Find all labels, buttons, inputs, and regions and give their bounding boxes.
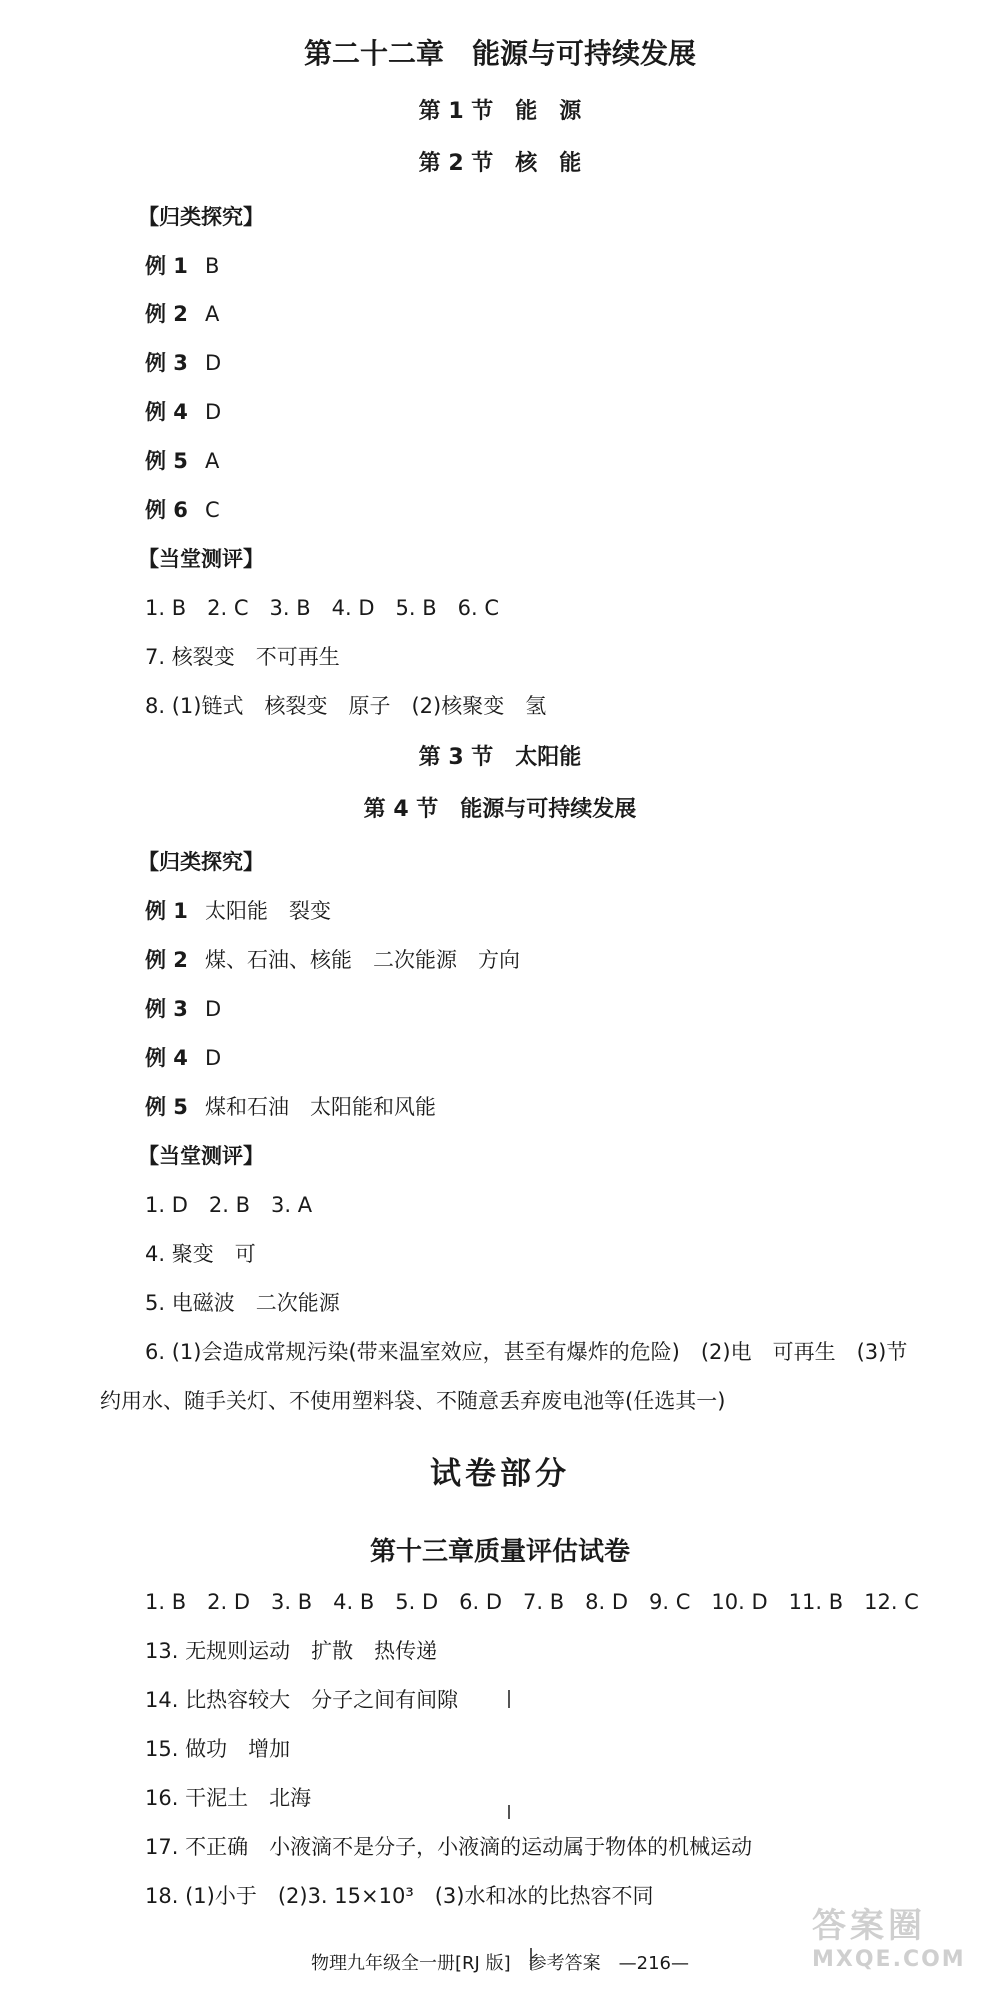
example-item [145, 1044, 221, 1072]
section-heading: 第 3 节 太阳能 [418, 745, 582, 770]
answer-line: 6. (1)会造成常规污染(带来温室效应，甚至有爆炸的危险) (2)电 可再生 (3)节 [145, 1340, 908, 1364]
example-answer: 太阳能 裂变 [205, 899, 331, 923]
example-item [145, 447, 219, 475]
example-answer: 煤、石油、核能 二次能源 方向 [205, 948, 520, 972]
block-heading: 【当堂测评】 [138, 547, 264, 571]
answer-line: 1. B 2. D 3. B 4. B 5. D 6. D 7. B 8. D 9. C 10. D 11. B 12. C [145, 1590, 919, 1614]
answer-line: 1. B 2. C 3. B 4. D 5. B 6. C [145, 596, 499, 620]
margin-mark [508, 1690, 510, 1708]
answer-line: 约用水、随手关灯、不使用塑料袋、不随意丢弃废电池等(任选其一) [100, 1389, 726, 1413]
example-answer: 煤和石油 太阳能和风能 [205, 1095, 436, 1119]
site-watermark [812, 1898, 982, 1978]
answer-line: 4. 聚变 可 [145, 1242, 256, 1266]
answer-line: 13. 无规则运动 扩散 热传递 [145, 1639, 438, 1663]
answer-line: 1. D 2. B 3. A [145, 1193, 313, 1217]
section-heading: 第 2 节 核 能 [418, 151, 582, 176]
example-answer: D [205, 997, 222, 1021]
example-label: 例 4 [145, 1046, 188, 1070]
example-answer: D [205, 351, 222, 375]
example-label: 例 2 [145, 948, 188, 972]
watermark-logo-text: 答案圈 [812, 1906, 926, 1946]
example-item [145, 946, 520, 974]
margin-mark [508, 1805, 510, 1819]
section-heading: 第 4 节 能源与可持续发展 [363, 797, 637, 822]
example-item [145, 1093, 436, 1121]
example-answer: C [205, 498, 220, 522]
example-item [145, 496, 220, 524]
section-heading: 第 1 节 能 源 [418, 99, 582, 124]
answer-line: 14. 比热容较大 分子之间有间隙 [145, 1688, 459, 1712]
example-label: 例 4 [145, 400, 188, 424]
answer-line: 8. (1)链式 核裂变 原子 (2)核聚变 氢 [145, 694, 547, 718]
example-label: 例 1 [145, 254, 188, 278]
example-label: 例 5 [145, 1095, 188, 1119]
chapter-title: 第二十二章 能源与可持续发展 [303, 37, 696, 70]
example-label: 例 3 [145, 351, 188, 375]
example-label: 例 1 [145, 899, 188, 923]
part-title: 试卷部分 [430, 1456, 570, 1492]
example-item [145, 252, 219, 280]
page-footer: 物理九年级全一册[RJ 版] 参考答案 —216— [311, 1953, 689, 1974]
block-heading: 【归类探究】 [138, 850, 264, 874]
block-heading: 【归类探究】 [138, 205, 264, 229]
answer-line: 5. 电磁波 二次能源 [145, 1291, 340, 1315]
example-answer: D [205, 1046, 222, 1070]
answer-line: 18. (1)小于 (2)3. 15×10³ (3)水和冰的比热容不同 [145, 1884, 654, 1908]
example-item [145, 995, 221, 1023]
example-label: 例 2 [145, 302, 188, 326]
example-label: 例 3 [145, 997, 188, 1021]
answer-line: 17. 不正确 小液滴不是分子，小液滴的运动属于物体的机械运动 [145, 1835, 753, 1859]
example-label: 例 5 [145, 449, 188, 473]
exam-title: 第十三章质量评估试卷 [369, 1537, 630, 1567]
example-answer: D [205, 400, 222, 424]
watermark-url: MXQE.COM [812, 1947, 966, 1972]
example-answer: B [205, 254, 220, 278]
example-item [145, 300, 219, 328]
block-heading: 【当堂测评】 [138, 1144, 264, 1168]
example-label: 例 6 [145, 498, 188, 522]
example-item [145, 398, 221, 426]
answer-line: 15. 做功 增加 [145, 1737, 291, 1761]
example-item [145, 897, 331, 925]
example-answer: A [205, 449, 220, 473]
example-item [145, 349, 221, 377]
answer-line: 7. 核裂变 不可再生 [145, 645, 340, 669]
answer-line: 16. 干泥土 北海 [145, 1786, 312, 1810]
example-answer: A [205, 302, 220, 326]
